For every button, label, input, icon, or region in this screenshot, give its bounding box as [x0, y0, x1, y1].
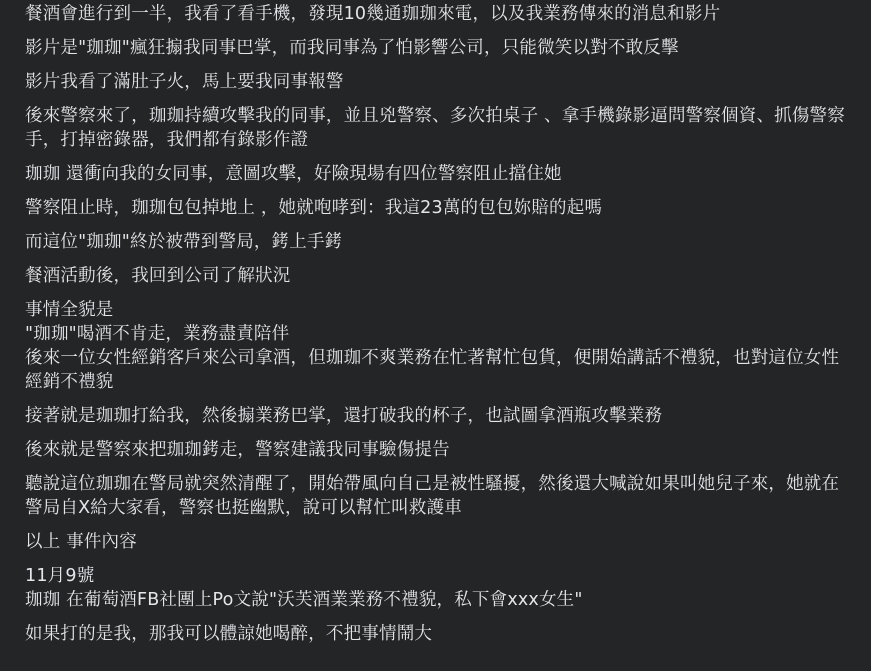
post-paragraph: 後來警察來了，珈珈持續攻擊我的同事，並且兇警察、多次拍桌子 、拿手機錄影逼問警察個資、抓傷警察手，打掉密錄器，我們都有錄影作證: [25, 106, 845, 150]
post-paragraph: 事情全貌是 "珈珈"喝酒不肯走，業務盡責陪伴 後來一位女性經銷客戶來公司拿酒，但珈珈不爽業務在忙著幫忙包貨，便開始講話不禮貌，也對這位女性經銷不禮貌: [25, 300, 840, 392]
post-paragraph: 而這位"珈珈"終於被帶到警局，銬上手銬: [25, 232, 343, 252]
post-paragraph: 聽說這位珈珈在警局就突然清醒了，開始帶風向自己是被性騷擾，然後還大喊說如果叫她兒子來，她就在警局自X給大家看，警察也挺幽默，說可以幫忙叫救護車: [25, 474, 840, 518]
post-paragraph: 接著就是珈珈打給我，然後搧業務巴掌，還打破我的杯子，也試圖拿酒瓶攻擊業務: [25, 406, 663, 426]
post-paragraph: 後來就是警察來把珈珈銬走，警察建議我同事驗傷提告: [25, 440, 450, 460]
post-paragraph: 如果打的是我，那我可以體諒她喝醉，不把事情鬧大: [25, 624, 433, 644]
post-paragraph: 珈珈 還衝向我的女同事，意圖攻擊，好險現場有四位警察阻止擋住她: [25, 164, 562, 184]
post-paragraph: 11月9號 珈珈 在葡萄酒FB社團上Po文說"沃芙酒業業務不禮貌，私下會xxx女生": [25, 566, 583, 610]
post-paragraph: 警察阻止時，珈珈包包掉地上 ，她就咆哮到：我這23萬的包包妳賠的起嗎: [25, 198, 603, 218]
post-paragraph: 以上 事件內容: [25, 532, 137, 552]
post-paragraph: 餐酒活動後，我回到公司了解狀況: [25, 266, 291, 286]
post-paragraph: 影片是"珈珈"瘋狂搧我同事巴掌，而我同事為了怕影響公司，只能微笑以對不敢反擊: [25, 38, 679, 58]
post-paragraph: 影片我看了滿肚子火，馬上要我同事報警: [25, 72, 344, 92]
post-paragraph: 餐酒會進行到一半，我看了看手機，發現10幾通珈珈來電，以及我業務傳來的消息和影片: [25, 4, 721, 24]
